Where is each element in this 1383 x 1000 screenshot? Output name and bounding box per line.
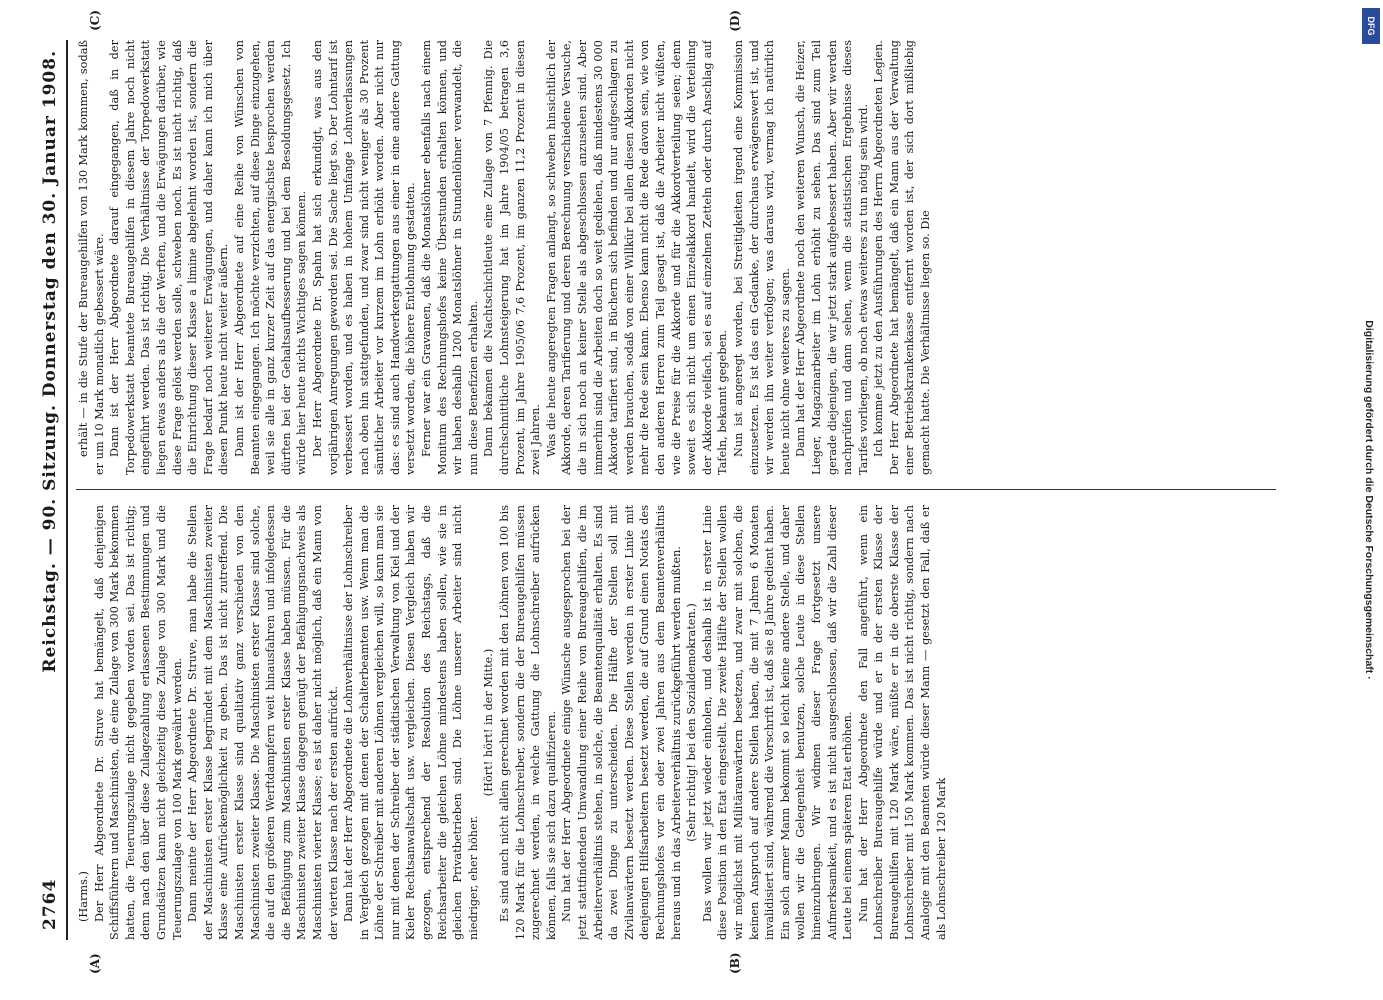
paragraph: Der Herr Abgeordnete Dr. Struve hat bemängelt, daß denjenigen Schiffsführern und Maschinisten, die eine Zulage von 300 Mark bekommen hatten, die Teuerungszulage nicht gegeben worden sei. Das ist richtig; denn nach den über diese Zulagezahlung erlassenen Bestimmungen und Grundsätzen kann nicht gleichzeitig diese Zulage von 300 Mark und die Teuerungszulage von 100 Mark gewährt werden. xyxy=(92,505,184,940)
column-divider xyxy=(76,489,1276,490)
paragraph: (Harms.) xyxy=(77,871,90,922)
paragraph: Nun ist angeregt worden, bei Streitigkeiten irgend eine Kommission einzusetzen. Es ist das ein Gedanke, der durchaus erwägenswert ist, und wir werden ihn weiter verfolgen; was daraus wird, vermag ich natürlich heute nicht ohne weiteres zu sagen. xyxy=(731,40,792,475)
margin-marker-a: (A) xyxy=(88,953,102,974)
dfg-logo: DFG xyxy=(1362,8,1380,44)
paragraph: Ich komme jetzt zu den Ausführungen des Herrn Abgeordneten Legien. Der Herr Abgeordnete hat bemängelt, daß ein Mann aus der Verwaltung einer Betriebskrankenkasse entfernt worden ist, der sich dort mißliebig gemacht hatte. Die Verhältnisse liegen so. Die xyxy=(872,40,933,475)
right-column xyxy=(76,40,1276,475)
text-columns xyxy=(68,10,1276,974)
paragraph: Dann ist der Herr Abgeordnete darauf eingegangen, daß in der Torpedowerkstatt beamtete Bureaugehilfen in diesem Jahre noch nicht eingeführt werden. Das ist richtig. Die Verhältnisse der Torpedowerkstatt liegen etwas anders als die der Werften, und die Erwägungen darüber, wie diese Frage gelöst werden solle, schweben noch. Es ist nicht richtig, daß die Einrichtung dieser Klasse a limine abgelehnt worden ist, sondern die Frage bedarf noch weiterer Erwägungen, und daher kann ich mich über diesen Punkt heute nicht weiter äußern. xyxy=(108,40,231,475)
left-column xyxy=(76,505,1276,940)
paragraph: Dann hat der Herr Abgeordnete noch den weiteren Wunsch, die Heizer, Lieger, Magazinarbeiter im Lohn erhöht zu sehen. Das sind zum Teil gerade diejenigen, die wir jetzt stark aufgebessert haben. Aber wir werden nachprüfen und dann sehen, wenn die statistischen Ergebnisse dieses Tarifes vorliegen, ob noch etwas weiteres zu tun nötig sein wird. xyxy=(794,40,870,475)
paragraph: Was die heute angeregten Fragen anlangt, so schweben hinsichtlich der Akkorde, deren Tarifierung und deren Berechnung verschiedene Versuche, die in sich noch an keiner Stelle als abgeschlossen anzusehen sind. Aber immerhin sind die Arbeiten doch so weit gediehen, daß mindestens 30 000 Akkorde tarifiert sind, in Büchern sich befinden und nur aufgeschlagen zu werden brauchen, sodaß von einer Willkür bei allen diesen Akkorden nicht mehr die Rede sein kann. Ebenso kann nicht die Rede davon sein, wie von den anderen Herren zum Teil gesagt ist, daß die Arbeiter nicht wüßten, wie die Preise für die Akkorde und für die Akkordverteilung seien; denn soweit es sich nicht um einen Einzelakkord handelt, wird die Verteilung der Akkorde vielfach, sei es auf einzelnen Zetteln oder durch Anschlag auf Tafeln, bekannt gegeben. xyxy=(544,40,730,475)
page-title: Reichstag. — 90. Sitzung. Donnerstag den 30. Januar 1908. xyxy=(40,50,60,673)
paragraph: Dann hat der Herr Abgeordnete die Lohnverhältnisse der Lohnschreiber in Vergleich gezogen mit denen der Schalterbeamten usw. Wenn man die Löhne der Schreiber mit anderen Löhnen vergleichen will, so kann man sie nur mit denen der Schreiber der städtischen Verwaltung von Kiel und der Kieler Rechtsanwaltschaft usw. vergleichen. Diesen Vergleich haben wir gezogen, entsprechend der Resolution des Reichstags, daß die Reichsarbeiter die gleichen Löhne mindestens haben sollen, wie sie in gleichen Privatbetrieben sind. Die Löhne unserer Arbeiter sind nicht niedriger, eher höher. xyxy=(342,505,480,940)
paragraph: Ferner war ein Gravamen, daß die Monatslöhner ebenfalls nach einem Monitum des Rechnungshofes keine Überstunden erhalten können, und wir haben deshalb 1200 Monatslöhner in Stundenlöhner verwandelt, die nun diese Benefizien erhalten. xyxy=(420,40,480,475)
paragraph: Nun hat der Herr Abgeordnete den Fall angeführt, wenn ein Lohnschreiber Bureaugehilfe würde und er in der ersten Klasse der Bureaugehilfen mit 120 Mark wäre, müßte er in die oberste Klasse der Lohnschreiber mit 150 Mark kommen. Das ist nicht richtig, sondern nach Analogie mit den Beamten würde dieser Mann — gesetzt den Fall, daß er als Lohnschreiber 120 Mark xyxy=(856,505,948,940)
paragraph: Nun hat der Herr Abgeordnete einige Wünsche ausgesprochen bei der jetzt stattfindenden Umwandlung einer Reihe von Bureaugehilfen, die im Arbeiterverhältnis stehen, in solche, die Beamtenqualität erhalten. Es sind da zwei Dinge zu unterscheiden. Die Hälfte der Stellen soll mit Zivilanwärtern besetzt werden. Diese Stellen werden in erster Linie mit denjenigen Hilfsarbeitern besetzt werden, die auf Grund einen Notats des Rechnungshofes vor ein oder zwei Jahren aus dem Beamtenverhältnis heraus und in das Arbeiterverhältnis zurückgeführt werden mußten. xyxy=(560,505,683,940)
margin-marker-c: (C) xyxy=(88,10,102,31)
paragraph: (Hört! hört! in der Mitte.) xyxy=(482,648,496,797)
paragraph: Dann bekamen die Nachtschichtleute eine Zulage von 7 Pfennig. Die durchschnittliche Lohnsteigerung hat im Jahre 1904/05 betragen 3,6 Prozent, im Jahre 1905/06 7,6 Prozent, im ganzen 11,2 Prozent in diesen zwei Jahren. xyxy=(482,40,543,475)
paragraph: (Sehr richtig! bei den Sozialdemokraten.) xyxy=(685,603,699,842)
margin-marker-b: (B) xyxy=(728,952,742,974)
paragraph: Der Herr Abgeordnete Dr. Spahn hat sich erkundigt, was aus den vorjährigen Anregungen geworden sei. Die Sache liegt so. Der Lohntarif ist verbessert worden, und es haben in hohem Umfange Lohnverlassungen nach oben hin stattgefunden, und zwar sind nicht weniger als 30 Prozent sämtlicher Arbeiter vor kurzem im Lohn erhöht worden. Aber nicht nur das: es sind auch Handwerkergattungen aus einer in eine andere Gattung versetzt worden, die höhere Entlohnung gestatten. xyxy=(310,40,418,475)
paragraph: erhält — in die Stufe der Bureaugehilfen von 130 Mark kommen, sodaß er um 10 Mark monatlich gebessert wäre. xyxy=(77,40,106,475)
page-number: 2764 xyxy=(40,878,60,930)
digitization-credit-text: Digitalisierung gefördert durch die Deutsche Forschungsgemeinschaft · xyxy=(1363,320,1375,680)
paragraph: Dann ist der Herr Abgeordnete auf eine Reihe von Wünschen von Beamten eingegangen. Ich möchte verzichten, auf diese Dinge einzugehen, weil sie alle in ganz kurzer Zeit auf das energischste besprochen werden dürften bei der Gehaltsaufbesserung und bei dem Besoldungsgesetz. Ich würde hier heute nichts Wichtiges sagen können. xyxy=(232,40,309,475)
digitization-credit xyxy=(1359,10,1379,990)
margin-marker-d: (D) xyxy=(728,10,742,32)
paragraph: Es sind auch nicht allein gerechnet worden mit den Löhnen von 100 bis 120 Mark für die Lohnschreiber, sondern die der Bureaugehilfen müssen zugerechnet werden, in welche Gattung die Lohnschreiber aufrücken können, falls sie sich dazu qualifizieren. xyxy=(498,505,558,940)
paragraph: Das wollen wir jetzt wieder einholen, und deshalb ist in erster Linie diese Position in den Etat eingestellt. Die zweite Hälfte der Stellen wollen wir möglichst mit Militäranwärtern besetzen, und zwar mit solchen, die keinen Anspruch auf andere Stellen haben, die mit 7 Jahren 6 Monaten invalidisiert sind, während die Vorschrift ist, daß sie 8 Jahre gedient haben. Ein solch armer Mann bekommt so leicht keine andere Stelle, und daher wollen wir die Gelegenheit benutzen, solche Leute in diese Stellen hineinzubringen. Wir widmen dieser Frage fortgesetzt unsere Aufmerksamkeit, und es ist nicht ausgeschlossen, daß wir die Zahl dieser Leute bei einem späteren Etat erhöhen. xyxy=(700,505,855,940)
paragraph: Dann meinte der Herr Abgeordnete Dr. Struve, man habe die Stellen der Maschinisten erster Klasse begründet mit dem Maschinisten zweiter Klasse eine Aufrückemöglichkeit zu geben. Das ist nicht zutreffend. Die Maschinisten erster Klasse sind qualitativ ganz verschieden von den Maschinisten zweiter Klasse. Die Maschinisten erster Klasse sind solche, die auf den größeren Werftdampfern weit hinausfahren und infolgedessen die Befähigung zum Maschinisten erster Klasse haben müssen. Für die Maschinisten zweiter Klasse dagegen genügt der Befähigungsnachweis als Maschinisten vierter Klasse; es ist daher nicht möglich, daß ein Mann von der vierten Klasse nach der ersten aufrückt. xyxy=(186,505,340,940)
page-header xyxy=(40,40,68,940)
